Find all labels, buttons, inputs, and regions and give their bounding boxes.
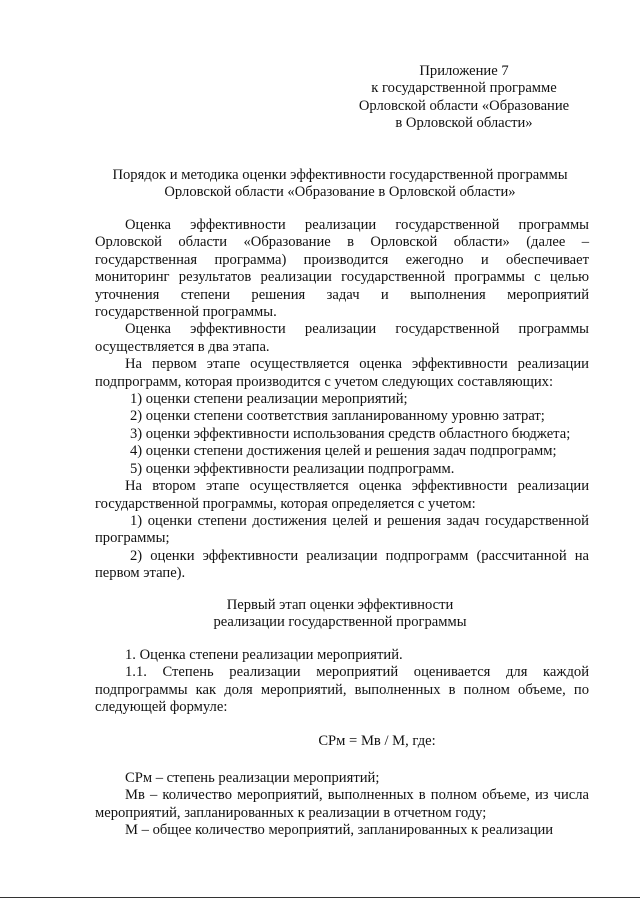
stage1-item-4: 4) оценки степени достижения целей и решения задач подпрограмм; — [130, 443, 557, 460]
stage2-item-1: 1) оценки степени достижения целей и решения задач государственной программы; — [95, 512, 589, 547]
appendix-header — [340, 63, 588, 133]
intro-paragraph: Оценка эффективности реализации государственной программы Орловской области «Образование в Орловской области» (далее – государственная программа) производится ежегодно и обеспечивает мониторинг результатов реализации государственной программы с целью уточнения степени решения задач и выполнения мероприятий государственной программы. — [95, 217, 589, 321]
definition-2: Мв – количество мероприятий, выполненных в полном объеме, из числа мероприятий, запланированных к реализации в отчетном году; — [95, 787, 589, 821]
appendix-line-4: в Орловской области» — [395, 115, 533, 132]
main-text — [95, 217, 589, 583]
title-line-1: Порядок и методика оценки эффективности государственной программы — [112, 167, 568, 183]
definitions — [95, 770, 589, 840]
stage1-item-3: 3) оценки эффективности использования средств областного бюджета; — [130, 425, 571, 442]
stage2-intro-paragraph: На втором этапе осуществляется оценка эффективности реализации государственной программы, которая определяется с учетом: — [95, 478, 589, 512]
stage2-item-2: 2) оценки эффективности реализации подпрограмм (рассчитанной на первом этапе). — [95, 547, 589, 582]
section-line-2: реализации государственной программы — [213, 614, 467, 631]
document-title — [80, 167, 600, 202]
stage1-item-5: 5) оценки эффективности реализации подпрограмм. — [130, 460, 455, 477]
appendix-line-1: Приложение 7 — [419, 63, 509, 79]
clause-1-1: 1.1. Степень реализации мероприятий оценивается для каждой подпрограммы как доля мероприятий, выполненных в полном объеме, по следующей формуле: — [95, 664, 589, 716]
section-heading — [80, 597, 600, 632]
definition-3: М – общее количество мероприятий, запланированных к реализации — [125, 822, 554, 839]
stage1-item-2: 2) оценки степени соответствия запланированному уровню затрат; — [130, 408, 545, 425]
formula: СРм = Мв / М, где: — [318, 733, 436, 749]
section-text — [95, 647, 589, 717]
appendix-line-3: Орловской области «Образование — [358, 97, 570, 114]
stage1-intro-paragraph: На первом этапе осуществляется оценка эффективности реализации подпрограмм, которая производится с учетом следующих составляющих: — [95, 356, 589, 390]
appendix-line-2: к государственной программе — [371, 80, 557, 97]
page-bottom-edge — [0, 897, 640, 898]
title-line-2: Орловской области «Образование в Орловской области» — [164, 184, 516, 201]
two-stages-paragraph: Оценка эффективности реализации государственной программы осуществляется в два этапа. — [95, 321, 589, 355]
section-line-1: Первый этап оценки эффективности — [226, 597, 454, 613]
subsection-heading: 1. Оценка степени реализации мероприятий. — [125, 647, 403, 663]
stage1-item-1: 1) оценки степени реализации мероприятий; — [130, 391, 408, 408]
definition-1: СРм – степень реализации мероприятий; — [125, 770, 380, 786]
